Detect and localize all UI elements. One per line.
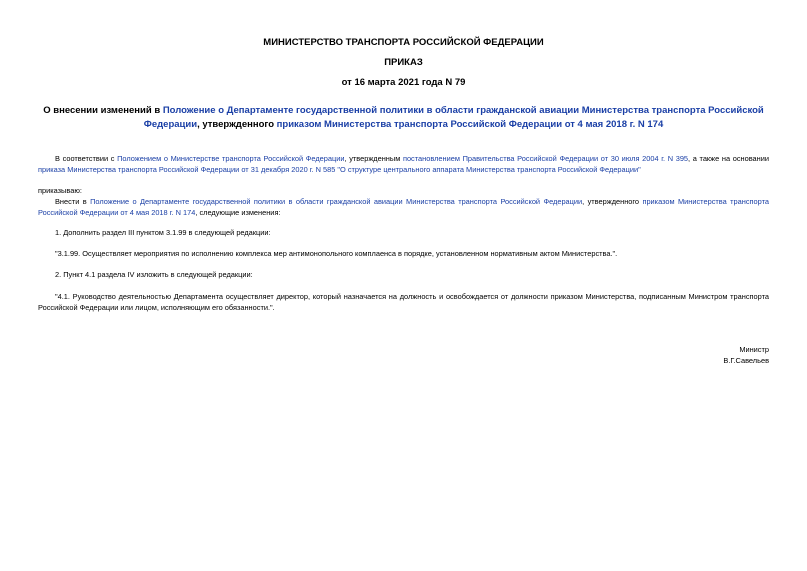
paragraph-item-2: 2. Пункт 4.1 раздела IV изложить в следующей редакции:: [55, 270, 253, 279]
paragraph-item-3-1-99: "3.1.99. Осуществляет мероприятия по исполнению комплекса мер антимонопольного комплаенса в порядке, установленном нормативным актом Министерства.".: [55, 249, 618, 258]
text-fragment: Внести в: [55, 197, 91, 206]
text-fragment: , утвержденного: [582, 197, 643, 206]
title-middle: , утвержденного: [197, 119, 277, 130]
signatory-position: Министр: [739, 345, 769, 354]
link-department-regulation[interactable]: Положение о Департаменте государственной политики в области гражданской авиации Министерства транспорта Российской Федерации: [90, 197, 583, 206]
document-type: ПРИКАЗ: [384, 57, 423, 68]
paragraph-amendments: [38, 197, 769, 218]
text-fragment: , а также на основании: [688, 154, 769, 163]
paragraph-basis: [38, 154, 769, 175]
ministry-name: МИНИСТЕРСТВО ТРАНСПОРТА РОССИЙСКОЙ ФЕДЕРАЦИИ: [263, 37, 544, 48]
link-structure-order[interactable]: приказа Министерства транспорта Российской Федерации от 31 декабря 2020 г. N 585 "О структуре центрального аппарата Министерства транспорта Российской Федерации": [38, 164, 641, 174]
text-fragment: , утвержденным: [344, 154, 403, 163]
document-date: от 16 марта 2021 года N 79: [341, 77, 466, 88]
title-prefix: О внесении изменений в: [43, 105, 163, 116]
signatory-name: В.Г.Савельев: [723, 356, 769, 365]
text-fragment: , следующие изменения:: [195, 207, 281, 217]
title-link-order[interactable]: приказом Министерства транспорта Российской Федерации от 4 мая 2018 г. N 174: [276, 119, 664, 130]
signature-block: [723, 344, 769, 366]
title-link-regulation[interactable]: Положение о Департаменте государственной политики в области гражданской авиации Министерства транспорта Российской Федерации: [143, 105, 764, 130]
link-ministry-regulation[interactable]: Положением о Министерстве транспорта Российской Федерации: [117, 154, 345, 163]
paragraph-item-4-1: "4.1. Руководство деятельностью Департамента осуществляет директор, который назначается на должность и освобождается от должности приказом Министерства, подписанным Министром транспорта Российской Федерации или лицом, исполняющим его обязанности.".: [38, 292, 769, 312]
document-title: [30, 104, 777, 132]
text-fragment: В соответствии с: [55, 154, 118, 163]
paragraph-order-word: приказываю:: [38, 186, 82, 195]
paragraph-item-1: 1. Дополнить раздел III пунктом 3.1.99 в следующей редакции:: [55, 228, 271, 237]
link-approving-order[interactable]: приказом Министерства транспорта Российской Федерации от 4 мая 2018 г. N 174: [38, 197, 769, 217]
link-government-resolution[interactable]: постановлением Правительства Российской Федерации от 30 июля 2004 г. N 395: [402, 154, 689, 163]
